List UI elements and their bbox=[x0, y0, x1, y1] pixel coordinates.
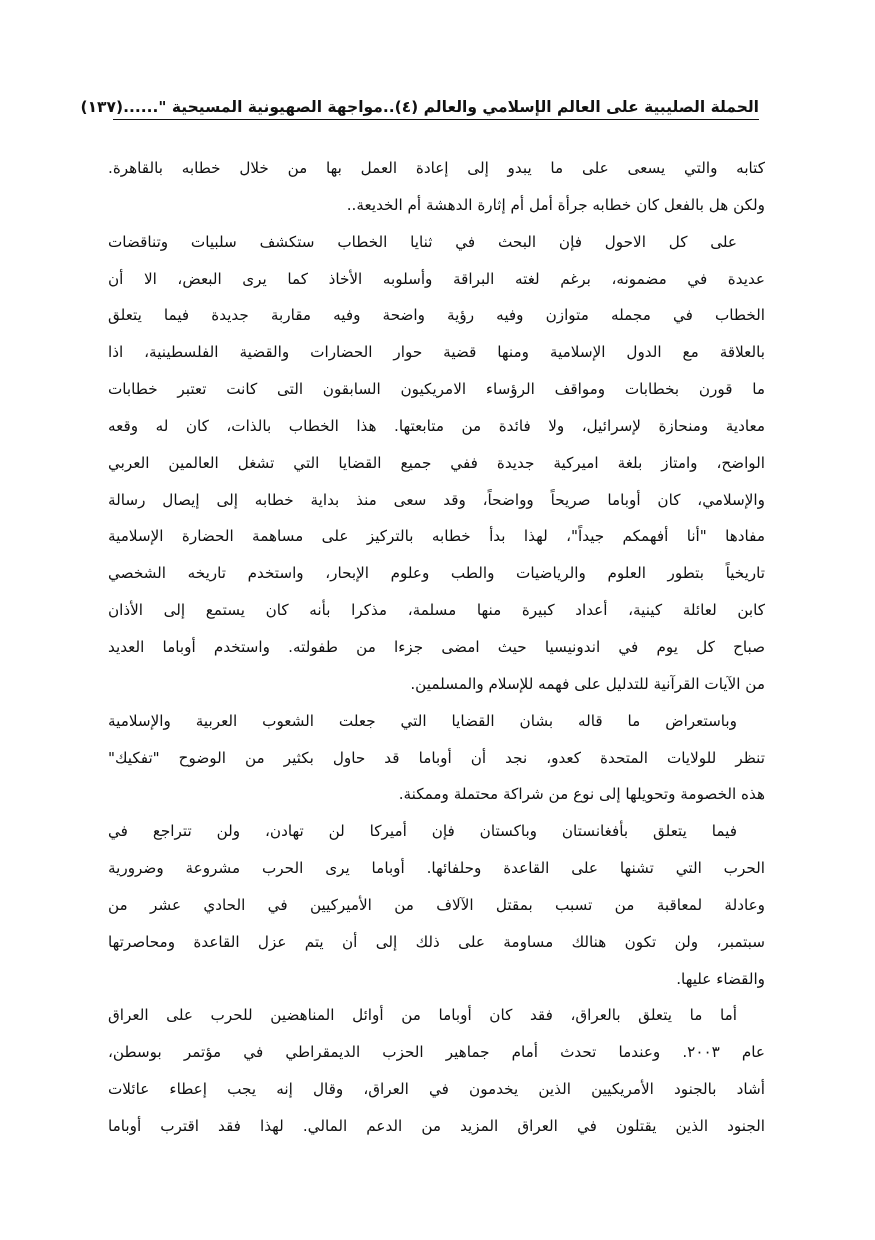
text-line: مفادها "أنا أفهمكم جيداً"، لهذا بدأ خطابه بالتركيز على مساهمة الحضارة الإسلامية bbox=[108, 527, 765, 546]
text-line: فيما يتعلق بأفغانستان وباكستان فإن أميركا لن تهادن، ولن تتراجع في bbox=[108, 822, 737, 841]
text-line: معادية ومنحازة لإسرائيل، ولا فائدة من متابعتها. هذا الخطاب بالذات، كان له وقعه bbox=[108, 416, 765, 435]
text-line: كتابه والتي يسعى على ما يبدو إلى إعادة العمل بها من خلال خطابه بالقاهرة. bbox=[108, 159, 765, 177]
text-line: وباستعراض ما قاله بشان القضايا التي جعلت الشعوب العربية والإسلامية bbox=[108, 711, 737, 730]
text-line: الواضح، وامتاز بلغة اميركية جديدة ففي جميع القضايا التي تشغل العالمين العربي bbox=[108, 453, 765, 472]
text-line: أما ما يتعلق بالعراق، فقد كان أوباما من أوائل المناهضين للحرب على العراق bbox=[108, 1006, 737, 1025]
text-line: الجنود الذين يقتلون في العراق المزيد من الدعم المالي. لهذا فقد اقترب أوباما bbox=[108, 1116, 765, 1135]
text-line: الحرب التي تشنها على القاعدة وحلفائها. أوباما يرى الحرب مشروعة وضرورية bbox=[108, 859, 765, 878]
page-number: (١٣٧) bbox=[80, 98, 124, 116]
text-line: الخطاب في مجمله متوازن وفيه رؤية واضحة وفيه مقاربة جديدة فيما يتعلق bbox=[108, 306, 765, 325]
header-title: الحملة الصليبية على العالم الإسلامي والعالم (٤)..مواجهة الصهيونية المسيحية "...... bbox=[123, 98, 759, 116]
text-line: والإسلامي، كان أوباما صريحاً وواضحاً، وقد سعى منذ بداية خطابه إلى إيصال رسالة bbox=[108, 490, 765, 509]
text-line: ولكن هل بالفعل كان خطابه جرأة أمل أم إثارة الدهشة أم الخديعة.. bbox=[346, 195, 765, 214]
text-line: ما قورن بخطابات ومواقف الرؤساء الامريكيون السابقون التى كانت تعتبر خطابات bbox=[108, 380, 765, 399]
text-line: على كل الاحول فإن البحث في ثنايا الخطاب ستكشف سلبيات وتناقضات bbox=[108, 232, 737, 251]
text-line: تاريخياً بتطور العلوم والرياضيات والطب وعلوم الإبحار، واستخدم تاريخه الشخصي bbox=[108, 564, 765, 583]
body-text bbox=[108, 150, 765, 1145]
text-line: أشاد بالجنود الأمريكيين الذين يخدمون في العراق، وقال إنه يجب إعطاء عائلات bbox=[108, 1080, 765, 1099]
text-line: عديدة في مضمونه، برغم لغته البراقة وأسلوبه الأخاذ كما يرى البعض، الا أن bbox=[108, 269, 765, 288]
text-line: هذه الخصومة وتحويلها إلى نوع من شراكة محتملة وممكنة. bbox=[398, 785, 765, 804]
text-line: عام ٢٠٠٣. وعندما تحدث أمام جماهير الحزب الديمقراطي في مؤتمر بوسطن، bbox=[108, 1043, 765, 1062]
text-line: كابن لعائلة كينية، أعداد كبيرة منها مسلمة، مذكرا بأنه كان يستمع إلى الأذان bbox=[108, 601, 765, 620]
text-line: تنظر للولايات المتحدة كعدو، نجد أن أوباما قد حاول بكثير من الوضوح "تفكيك" bbox=[108, 748, 765, 767]
text-line: سبتمبر، ولن تكون هنالك مساومة على ذلك إلى أن يتم عزل القاعدة ومحاصرتها bbox=[108, 932, 765, 951]
text-line: والقضاء عليها. bbox=[676, 969, 765, 988]
running-header bbox=[80, 88, 759, 120]
text-line: من الآيات القرآنية للتدليل على فهمه للإسلام والمسلمين. bbox=[410, 674, 765, 693]
text-line: بالعلاقة مع الدول الإسلامية ومنها قضية حوار الحضارات والقضية الفلسطينية، اذا bbox=[108, 343, 765, 362]
text-line: صباح كل يوم في اندونيسيا حيث امضى جزءا من طفولته. واستخدم أوباما العديد bbox=[108, 637, 765, 656]
text-line: وعادلة لمعاقبة من تسبب بمقتل الآلاف من الأميركيين في الحادي عشر من bbox=[108, 895, 765, 914]
